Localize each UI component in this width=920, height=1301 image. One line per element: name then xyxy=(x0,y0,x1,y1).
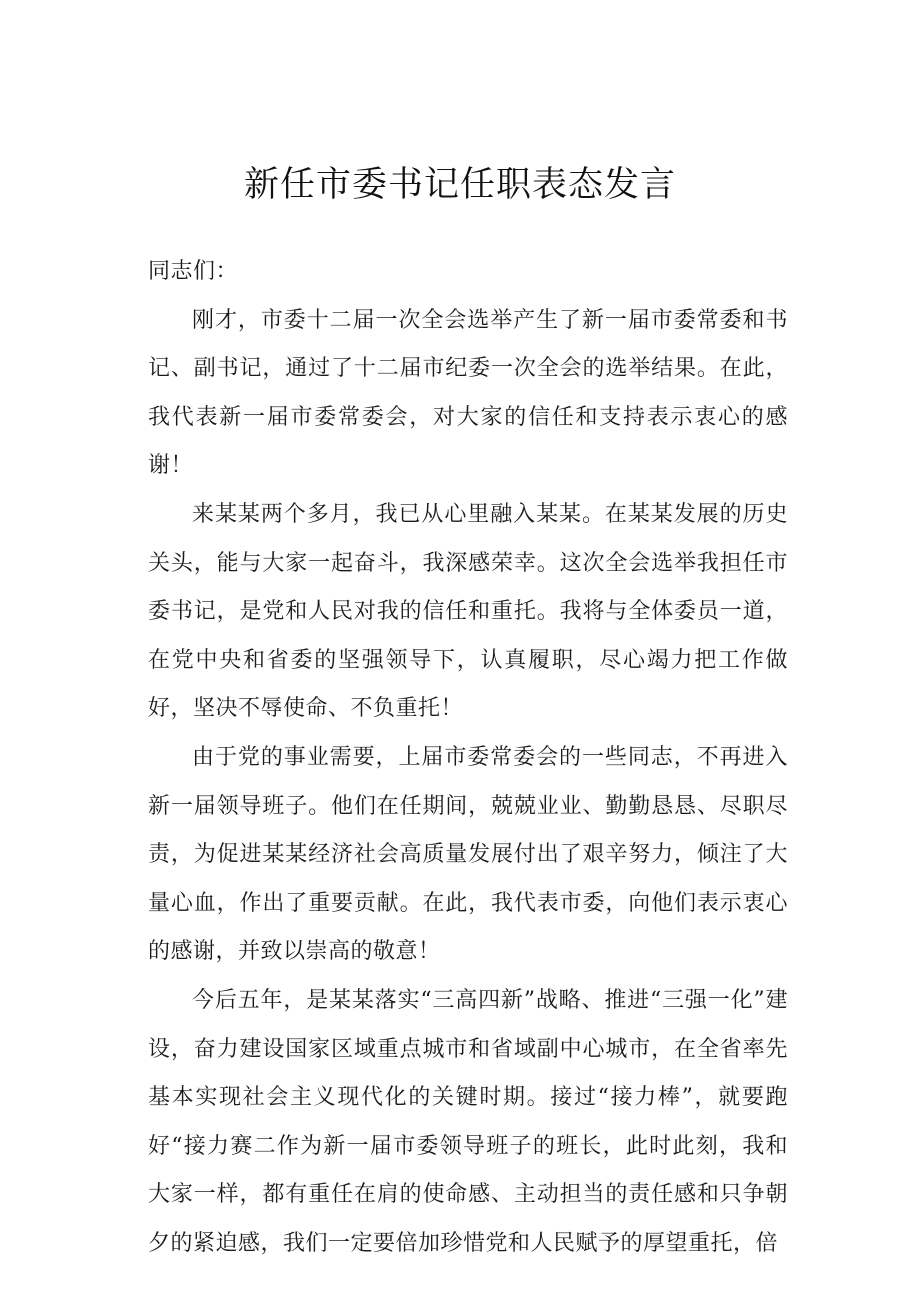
salutation: 同志们： xyxy=(148,259,239,284)
paragraph-gratitude-predecessors: 由于党的事业需要，上届市委常委会的一些同志，不再进入新一届领导班子。他们在任期间，兢兢业业、勤勤恳恳、尽职尽责，为促进某某经济社会高质量发展付出了艰辛努力，倾注了大量心血，作出了重要贡献。在此，我代表市委，向他们表示衷心的感谢，并致以崇高的敬意！ xyxy=(148,744,788,965)
document-body xyxy=(148,248,788,1268)
paragraph-next-five-years: 今后五年，是某某落实“三高四新”战略、推进“三强一化”建设，奋力建设国家区域重点城市和省域副中心城市，在全省率先基本实现社会主义现代化的关键时期。接过“接力棒”，就要跑好“接力赛二作为新一届市委领导班子的班长，此时此刻，我和大家一样，都有重任在肩的使命感、主动担当的责任感和只争朝夕的紧迫感，我们一定要倍加珍惜党和人民赋予的厚望重托，倍 xyxy=(148,987,788,1256)
document-title: 新任市委书记任职表态发言 xyxy=(243,165,676,205)
paragraph-thanks: 刚才，市委十二届一次全会选举产生了新一届市委常委和书记、副书记，通过了十二届市纪委一次全会的选举结果。在此，我代表新一届市委常委会，对大家的信任和支持表示衷心的感谢！ xyxy=(148,307,788,479)
paragraph-commitment: 来某某两个多月，我已从心里融入某某。在某某发展的历史关头，能与大家一起奋斗，我深感荣幸。这次全会选举我担任市委书记，是党和人民对我的信任和重托。我将与全体委员一道，在党中央和省委的坚强领导下，认真履职，尽心竭力把工作做好，坚决不辱使命、不负重托！ xyxy=(148,501,788,722)
